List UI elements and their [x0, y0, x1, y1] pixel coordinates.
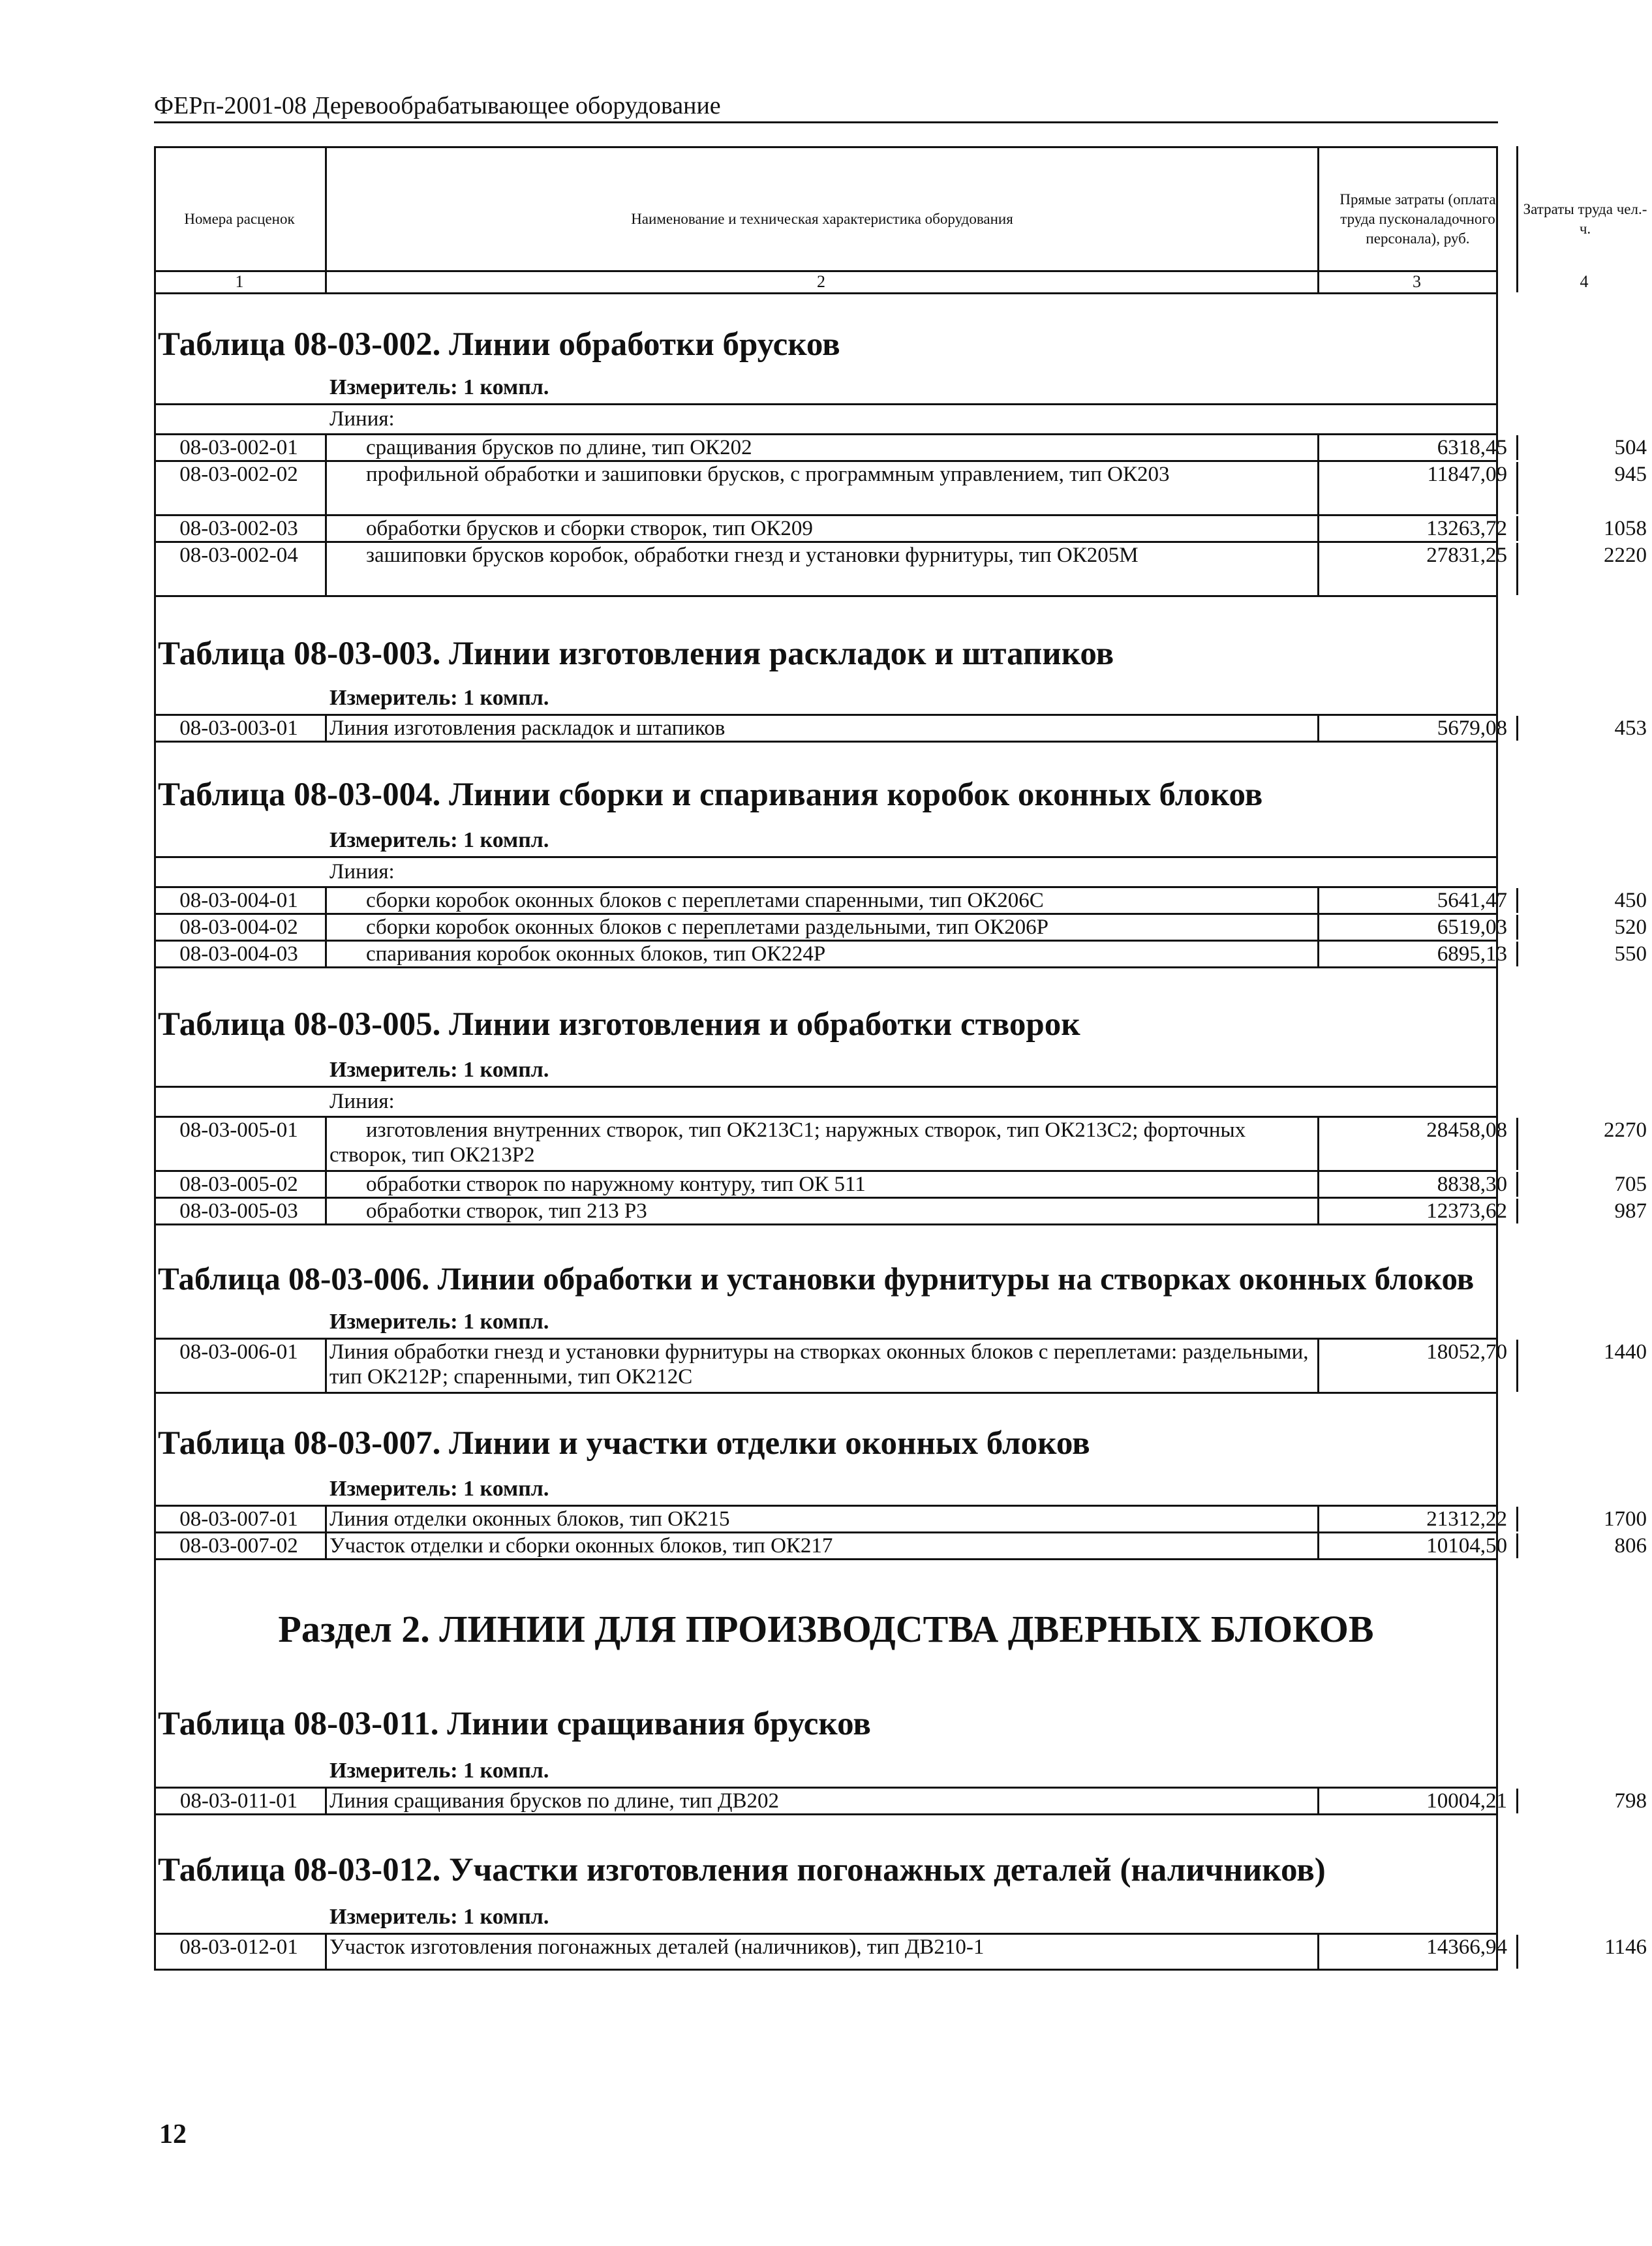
row-name: Линия сращивания брусков по длине, тип ДВ202: [325, 1789, 1317, 1813]
row-code: 08-03-004-01: [179, 889, 298, 912]
table-title: Таблица 08-03-012. Участки изготовления погонажных деталей (наличников): [158, 1852, 1326, 1888]
row-name: сборки коробок оконных блоков с переплетами раздельными, тип ОК206Р: [325, 915, 1317, 940]
table-row: [154, 433, 1647, 462]
table-measure: Измеритель: 1 компл.: [329, 1759, 549, 1783]
table-row: [154, 541, 1647, 597]
row-labor: 550: [1516, 942, 1651, 966]
measure-divider: [154, 403, 1498, 405]
table-title: Таблица 08-03-002. Линии обработки брусков: [158, 326, 840, 363]
row-code: 08-03-006-01: [179, 1340, 298, 1364]
row-name: обработки брусков и сборки створок, тип ОК209: [325, 516, 1317, 541]
column-header-labor: [1516, 146, 1652, 292]
row-code: 08-03-002-02: [179, 463, 298, 486]
page-number: 12: [159, 2119, 187, 2149]
row-code: 08-03-002-04: [179, 544, 298, 567]
row-cost: 28458,08: [1317, 1118, 1516, 1170]
table-title: Таблица 08-03-011. Линии сращивания брусков: [158, 1706, 871, 1742]
table-measure: Измеритель: 1 компл.: [329, 1477, 549, 1501]
row-code: 08-03-005-02: [179, 1173, 298, 1196]
row-name: профильной обработки и зашиповки брусков, с программным управлением, тип ОК203: [325, 462, 1317, 514]
row-labor: 1146: [1516, 1935, 1651, 1969]
table-row: [154, 1338, 1647, 1394]
table-row: [154, 1933, 1647, 1971]
row-cost: 6318,45: [1317, 435, 1516, 460]
row-name: зашиповки брусков коробок, обработки гнезд и установки фурнитуры, тип ОК205М: [325, 543, 1317, 595]
measure-divider: [154, 1086, 1498, 1088]
table-row: [154, 913, 1647, 942]
row-cost: 18052,70: [1317, 1340, 1516, 1392]
table-measure: Измеритель: 1 компл.: [329, 375, 549, 399]
table-row: [154, 886, 1647, 915]
row-cost: 14366,94: [1317, 1935, 1516, 1969]
row-cost: 21312,22: [1317, 1507, 1516, 1531]
row-cost: 6895,13: [1317, 942, 1516, 966]
table-group-label: Линия:: [329, 1090, 395, 1113]
row-code: 08-03-007-01: [179, 1507, 298, 1531]
table-row: [154, 460, 1647, 516]
measure-divider: [154, 856, 1498, 858]
table-row: [154, 714, 1647, 743]
row-code: 08-03-002-03: [179, 517, 298, 540]
row-cost: 6519,03: [1317, 915, 1516, 940]
row-code: 08-03-003-01: [179, 716, 298, 740]
table-title: Таблица 08-03-007. Линии и участки отделки оконных блоков: [158, 1425, 1090, 1462]
row-name: Линия изготовления раскладок и штапиков: [325, 716, 1317, 741]
row-name: обработки створок, тип 213 Р3: [325, 1199, 1317, 1223]
row-code: 08-03-007-02: [179, 1534, 298, 1558]
row-code: 08-03-005-03: [179, 1199, 298, 1223]
row-name: сращивания брусков по длине, тип ОК202: [325, 435, 1317, 460]
table-row: [154, 1116, 1647, 1172]
row-cost: 10004,21: [1317, 1789, 1516, 1813]
row-labor: 520: [1516, 915, 1651, 940]
row-labor: 806: [1516, 1533, 1651, 1558]
row-labor: 450: [1516, 888, 1651, 913]
row-cost: 5641,47: [1317, 888, 1516, 913]
column-number-3: 3: [1413, 272, 1421, 291]
column-number-1: 1: [235, 272, 244, 291]
row-cost: 27831,25: [1317, 543, 1516, 595]
table-measure: Измеритель: 1 компл.: [329, 686, 549, 710]
table-title: Таблица 08-03-005. Линии изготовления и обработки створок: [158, 1006, 1080, 1043]
table-title: Таблица 08-03-003. Линии изготовления раскладок и штапиков: [158, 636, 1114, 672]
table-title: Таблица 08-03-004. Линии сборки и спаривания коробок оконных блоков: [158, 777, 1263, 813]
row-cost: 12373,62: [1317, 1199, 1516, 1223]
row-name: обработки створок по наружному контуру, тип ОК 511: [325, 1172, 1317, 1197]
row-labor: 2220: [1516, 543, 1651, 595]
row-name: сборки коробок оконных блоков с переплетами спаренными, тип ОК206С: [325, 888, 1317, 913]
row-name: спаривания коробок оконных блоков, тип ОК224Р: [325, 942, 1317, 966]
table-measure: Измеритель: 1 компл.: [329, 1058, 549, 1082]
table-title: Таблица 08-03-006. Линии обработки и установки фурнитуры на створках оконных блоков: [158, 1261, 1475, 1297]
row-code: 08-03-002-01: [179, 436, 298, 459]
row-name: изготовления внутренних створок, тип ОК213С1; наружных створок, тип ОК213С2; форточных створок, тип ОК213Р2: [325, 1118, 1317, 1170]
row-cost: 10104,50: [1317, 1533, 1516, 1558]
document-title: ФЕРп-2001-08 Деревообрабатывающее оборудование: [154, 90, 1498, 123]
column-number-4: 4: [1580, 272, 1589, 291]
table-group-label: Линия:: [329, 407, 395, 431]
row-labor: 987: [1516, 1199, 1651, 1223]
table-row: [154, 1170, 1647, 1199]
row-labor: 1700: [1516, 1507, 1651, 1531]
row-name: Линия отделки оконных блоков, тип ОК215: [325, 1507, 1317, 1531]
table-measure: Измеритель: 1 компл.: [329, 828, 549, 852]
row-cost: 8838,30: [1317, 1172, 1516, 1197]
table-row: [154, 940, 1647, 968]
row-code: 08-03-005-01: [179, 1118, 298, 1142]
row-cost: 5679,08: [1317, 716, 1516, 741]
header-bottom-line: [154, 292, 1498, 294]
row-labor: 453: [1516, 716, 1651, 741]
table-row: [154, 1197, 1647, 1225]
table-group-label: Линия:: [329, 860, 395, 884]
column-header-cost-label: Прямые затраты (оплата труда пусконаладочного персонала), руб.: [1339, 191, 1496, 247]
row-cost: 13263,72: [1317, 516, 1516, 541]
column-header-labor-label: Затраты труда чел.-ч.: [1523, 201, 1647, 237]
row-labor: 504: [1516, 435, 1651, 460]
row-name: Линия обработки гнезд и установки фурнитуры на створках оконных блоков с переплетами: раздельными, тип ОК212Р; спаренными, тип ОК212С: [325, 1340, 1317, 1392]
row-code: 08-03-011-01: [179, 1789, 298, 1813]
row-cost: 11847,09: [1317, 462, 1516, 514]
column-header-codes-label: Номера расценок: [184, 211, 295, 227]
row-labor: 2270: [1516, 1118, 1651, 1170]
row-name: Участок отделки и сборки оконных блоков, тип ОК217: [325, 1533, 1317, 1558]
table-row: [154, 1787, 1647, 1815]
column-header-name-label: Наименование и техническая характеристика оборудования: [631, 211, 1013, 227]
row-name: Участок изготовления погонажных деталей (наличников), тип ДВ210-1: [325, 1935, 1317, 1969]
row-labor: 945: [1516, 462, 1651, 514]
row-labor: 1440: [1516, 1340, 1651, 1392]
table-measure: Измеритель: 1 компл.: [329, 1905, 549, 1929]
row-code: 08-03-012-01: [179, 1935, 298, 1959]
row-labor: 1058: [1516, 516, 1651, 541]
table-row: [154, 514, 1647, 543]
section-heading: Раздел 2. ЛИНИИ ДЛЯ ПРОИЗВОДСТВА ДВЕРНЫХ БЛОКОВ: [278, 1608, 1374, 1650]
row-code: 08-03-004-03: [179, 942, 298, 966]
table-row: [154, 1531, 1647, 1560]
row-code: 08-03-004-02: [179, 915, 298, 939]
column-number-2: 2: [817, 272, 825, 291]
row-labor: 798: [1516, 1789, 1651, 1813]
row-labor: 705: [1516, 1172, 1651, 1197]
table-measure: Измеритель: 1 компл.: [329, 1310, 549, 1334]
table-row: [154, 1505, 1647, 1533]
